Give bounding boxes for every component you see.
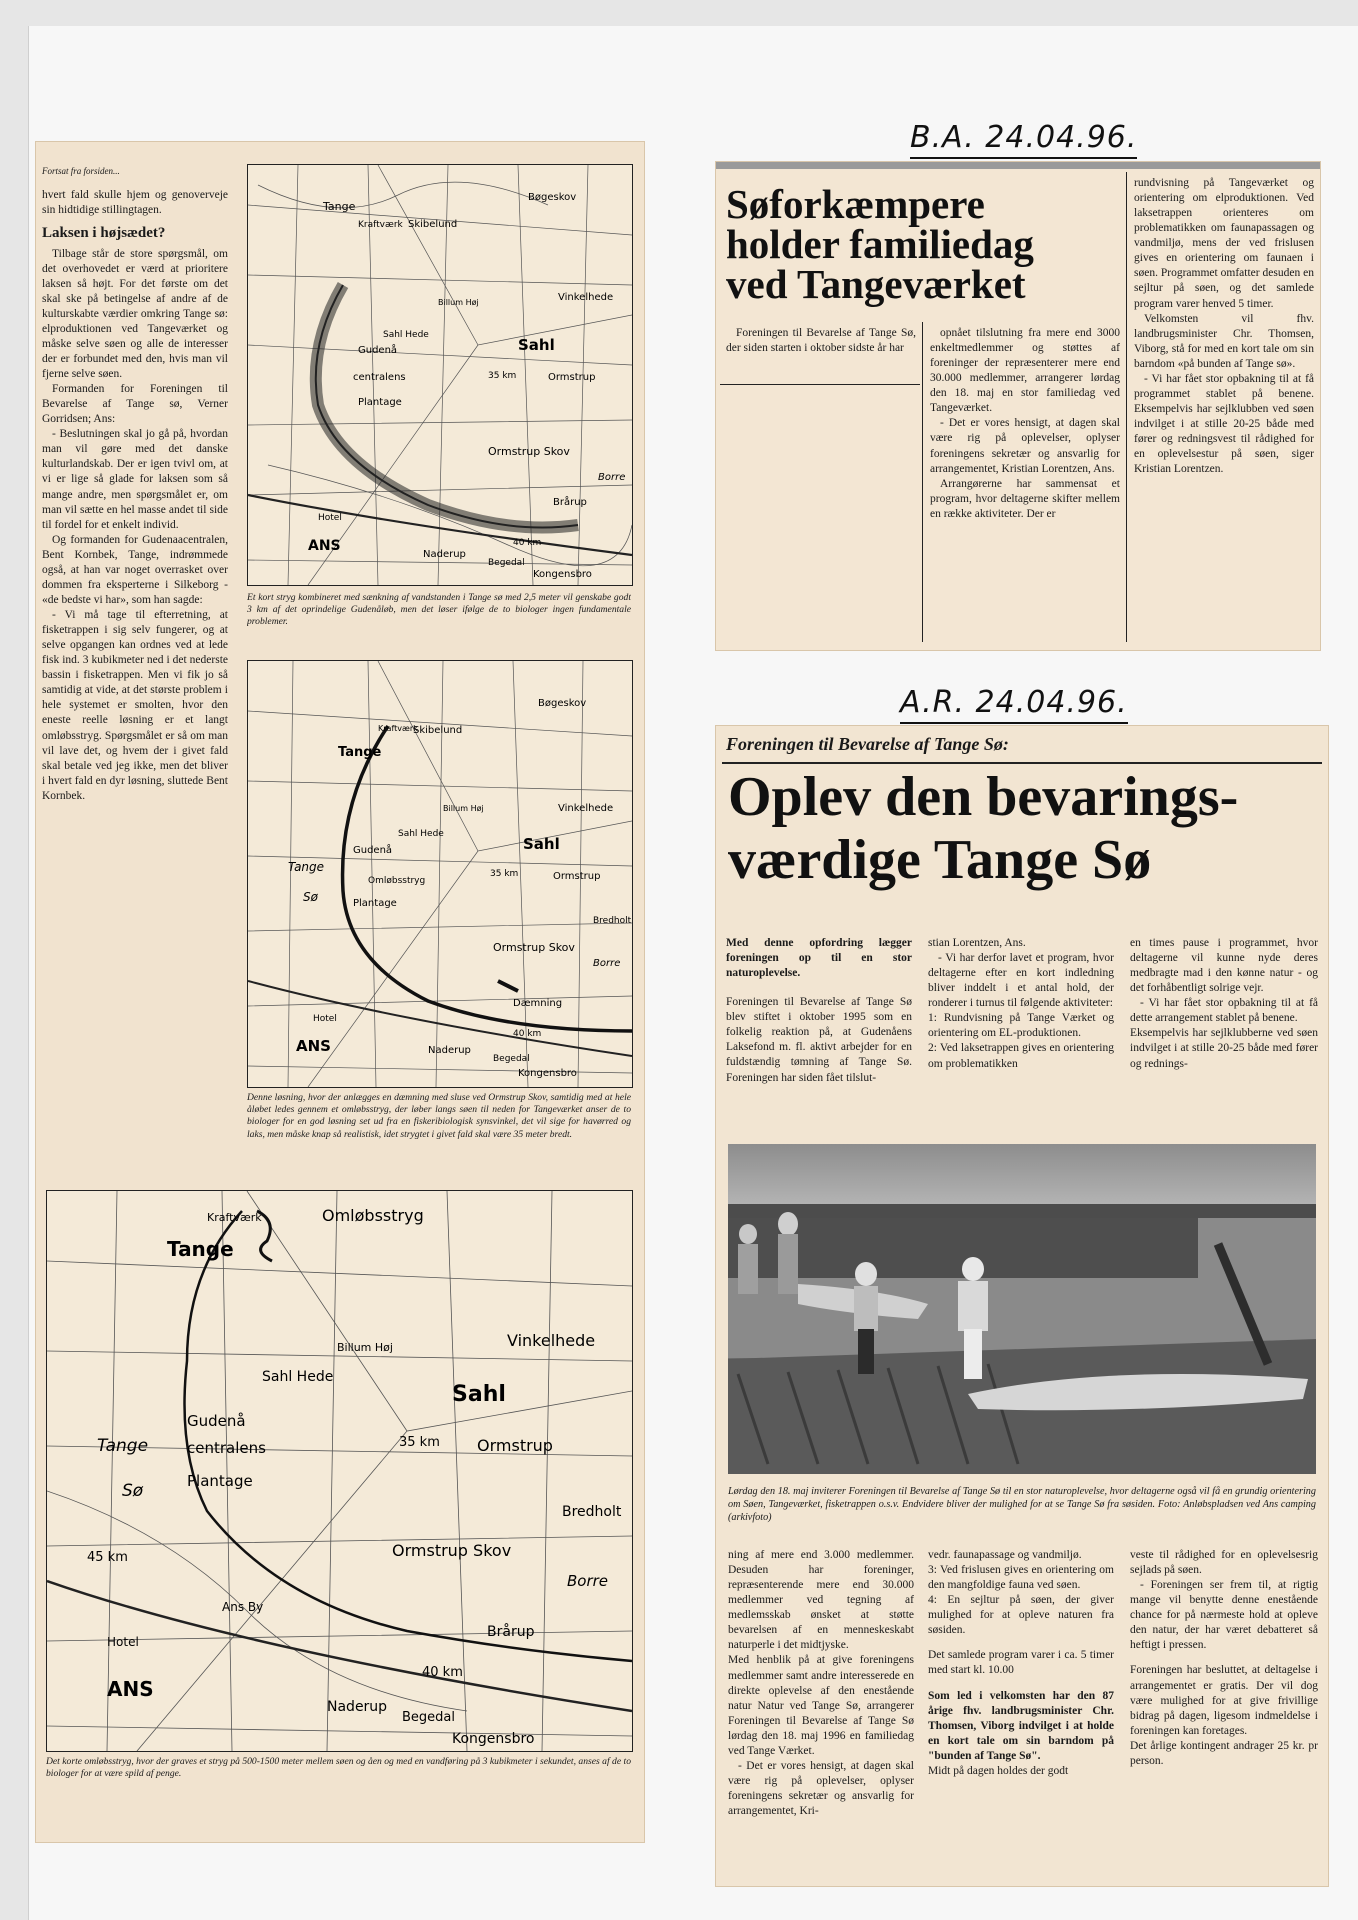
map1-label-skibelund: Skibelund xyxy=(408,219,458,230)
map1-label-ormstrup-skov: Ormstrup Skov xyxy=(488,445,570,458)
left-paragraph: - Beslutningen skal jo gå på, hvordan man vil gøre med det danske kulturlandskab. Der er igen tvivl om, at vi er lige så glade for laksen som så mange andre, men spørgsmålet er, om man vil sætte en hel masse andet til side til fordel for et enkelt individ. xyxy=(42,428,228,531)
ar-lead: Med denne opfordring lægger foreningen op til en stor naturoplevelse. xyxy=(726,937,912,980)
ba-top-rule xyxy=(716,162,1320,169)
ar-photo xyxy=(728,1144,1316,1474)
map3-label-braarup: Brårup xyxy=(487,1624,535,1640)
left-paragraph: Og formanden for Gudenaacentralen, Bent Kornbek, Tange, indrømmede også, at han var noget overrasket over dommen fra eksperterne i Silkeborg - «de bedste vi har», som han sagde: xyxy=(42,533,228,606)
ba-col-2-text: Arrangørerne har sammensat et program, hvor deltagerne skifter mellem en række aktiviteter. Der er xyxy=(930,477,1120,520)
map1-label-ans: ANS xyxy=(308,538,341,554)
map2-label-ormstrup: Ormstrup xyxy=(553,871,601,882)
ar-bottom-col-2-text: 4: En sejltur på søen, der giver mulighed for at opleve naturen fra søsiden. xyxy=(928,1594,1114,1637)
map-long-bypass xyxy=(46,1190,633,1752)
map3-label-sahl: Sahl xyxy=(452,1382,506,1407)
map2-label-ans: ANS xyxy=(296,1037,331,1055)
ar-bottom-col-2-bold: Som led i velkomsten har den 87 årige fhv. landbrugsminister Chr. Thomsen, Viborg indvilget i at holde en kort tale om sin barndom på "bunden af Tange Sø". xyxy=(928,1689,1114,1762)
map2-label-40km: 40 km xyxy=(513,1029,542,1039)
ar-kicker: Foreningen til Bevarelse af Tange Sø: xyxy=(726,734,1009,754)
map2-label-billum: Billum Høj xyxy=(443,804,484,813)
ar-col-2-text: - Vi har derfor lavet et program, hvor deltagerne efter en kort indledning bliver inddelt i et antal hold, der ronderer i turnus til følgende aktiviteter: xyxy=(928,952,1114,1010)
ba-col-1 xyxy=(726,326,916,376)
map-2-caption: Denne løsning, hvor der anlægges en dæmning med sluse ved Ormstrup Skov, samtidig med at hele åløbet ledes gennem et omløbsstryg, der løber langs søen til neden for Tangeværket anser de to biologer for en god løsning set ud fra en fiskeribiologisk synsvinkel, det vil sige for havørred og laks, men måske knap så realistisk, idet strygtet i givet fald skal være 35 meter bredt. xyxy=(247,1092,631,1140)
handwritten-date-ba: B.A. 24.04.96. xyxy=(910,120,1137,155)
ar-bottom-col-2-text: Midt på dagen holdes der godt xyxy=(928,1764,1069,1777)
map2-label-tange-so-1: Tange xyxy=(288,860,325,874)
map2-label-sahl-hede: Sahl Hede xyxy=(398,829,444,839)
map3-label-omlobsstryg: Omløbsstryg xyxy=(322,1206,424,1225)
map1-label-sahl-hede: Sahl Hede xyxy=(383,330,429,340)
map3-label-bredholt: Bredholt xyxy=(562,1504,622,1520)
map3-label-naderup: Naderup xyxy=(327,1699,388,1715)
map1-label-billum: Billum Høj xyxy=(438,298,479,307)
map3-label-plantage: Plantage xyxy=(187,1472,253,1490)
map1-label-bogeskov: Bøgeskov xyxy=(528,192,577,203)
ar-col-1-text: Foreningen til Bevarelse af Tange Sø blev stiftet i oktober 1995 som en folkelig reaktion på, at Gudenåens Laksefond m. fl. aktivt arbejder for en fuldstændig tømning af Tange Sø. Foreningen har siden fået tilslut- xyxy=(726,996,912,1084)
map2-label-vinkelhede: Vinkelhede xyxy=(558,803,614,814)
map1-label-tange: Tange xyxy=(323,200,356,213)
ba-headline xyxy=(726,181,1126,308)
map2-label-begedal: Begedal xyxy=(493,1054,530,1064)
map3-label-borre: Borre xyxy=(567,1572,609,1590)
ar-col-3-text: Eksempelvis har sejlklubberne ved søen indvilget i at stille 20-25 både med fører og rednings- xyxy=(1130,1027,1318,1070)
ba-col-3 xyxy=(1134,176,1314,646)
ar-bottom-col-3-text: Foreningen har besluttet, at deltagelse i arrangementet er gratis. Der vil dog være mulighed for at give frivillige bidrag på dagen, ligesom indmeldelse i foreningen kan foretages. xyxy=(1130,1664,1318,1737)
intro-paragraph: hvert fald skulle hjem og genoverveje sin hidtidige stillingtagen. xyxy=(42,188,228,216)
ar-bottom-col-2-text: 3: Ved frislusen gives en orientering om den mangfoldige fauna ved søen. xyxy=(928,1564,1114,1592)
map3-label-billum: Billum Høj xyxy=(337,1341,393,1354)
map2-label-gudena: Gudenå xyxy=(353,845,393,856)
map2-label-sahl: Sahl xyxy=(523,835,560,853)
left-paragraph: Formanden for Foreningen til Bevarelse af Tange sø, Verner Gorridsen; Ans: xyxy=(42,383,228,426)
map2-label-naderup: Naderup xyxy=(428,1045,471,1056)
map1-label-braarup: Brårup xyxy=(553,497,587,508)
map1-label-35km: 35 km xyxy=(488,371,517,381)
map-3-svg xyxy=(47,1191,632,1751)
map1-label-vinkelhede: Vinkelhede xyxy=(558,292,614,303)
map2-label-bogeskov: Bøgeskov xyxy=(538,698,587,709)
map2-label-daemning: Dæmning xyxy=(513,998,563,1009)
map1-label-gudena: Gudenå xyxy=(358,345,398,356)
continued-note: Fortsat fra forsiden... xyxy=(42,166,120,176)
handwritten-date-ar: A.R. 24.04.96. xyxy=(900,685,1128,720)
map3-label-gudena: Gudenå xyxy=(187,1412,246,1430)
ba-col-2-text: opnået tilslutning fra mere end 3000 enkeltmedlemmer og støttes af foreninger der repræsenterer mere end 30.000 medlemmer, arrangerer lørdag den 18. maj en stor familiedag ved Tangeværket. xyxy=(930,327,1120,415)
ar-bottom-col-1-text: - Det er vores hensigt, at dagen skal være rig på oplevelser, oplyser foreningens sekretær og ansvarlig for arrangementet, Kri- xyxy=(728,1759,914,1818)
map3-label-kongensbro: Kongensbro xyxy=(452,1731,535,1747)
map3-label-kraftvaerk: Kraftværk xyxy=(207,1211,262,1224)
ba-headline-line: holder familiedag xyxy=(726,221,1034,268)
map2-label-ormstrup-skov: Ormstrup Skov xyxy=(493,941,575,954)
map3-label-ormstrup: Ormstrup xyxy=(477,1436,553,1455)
ba-headline-line: ved Tangeværket xyxy=(726,261,1026,308)
ba-col-2 xyxy=(930,326,1120,644)
map1-label-40km: 40 km xyxy=(513,538,542,548)
map2-label-kongensbro: Kongensbro xyxy=(518,1068,577,1079)
ba-col-2-text: - Det er vores hensigt, at dagen skal være rig på oplevelser, oplyser foreningens sekretær og ansvarlig for arrangementet, Kristian Lorentzen, Ans. xyxy=(930,417,1120,475)
ar-photo-caption: Lørdag den 18. maj inviterer Foreningen til Bevarelse af Tange Sø til en stor naturoplevelse, hvor deltagerne også vil få en grundig orientering om Søen, Tangeværket, fisketrappen o.s.v. Endvidere bliver der mulighed for at se Tange Sø fra søsiden. Foto: Anløbspladsen ved Ans camping (arkivfoto) xyxy=(728,1486,1316,1523)
map1-label-kongensbro: Kongensbro xyxy=(533,569,592,580)
section-heading: Laksen i højsædet? xyxy=(42,224,166,241)
map3-label-centralens: centralens xyxy=(187,1439,266,1457)
ar-bottom-col-1-text: ning af mere end 3.000 medlemmer. Desuden har foreninger, repræsenterende mere end 30.000 medlemmer ved tegning af medlemsskab ønsket at støtte bevarelsen af en menneskeskabt naturperle i det midtjyske. xyxy=(728,1549,914,1652)
ar-headline-line: værdige Tange Sø xyxy=(728,828,1152,891)
map2-label-tange-so-2: Sø xyxy=(303,890,318,904)
map2-label-bredholt: Bredholt xyxy=(593,916,632,926)
ba-col-1-bottom-rule xyxy=(720,384,920,385)
map-2-svg xyxy=(248,661,632,1087)
ar-col-3-text: en times pause i programmet, hvor deltagerne vil kunne nyde deres medbragte mad i den kønne natur - og det forhåbentligt solrige vejr. xyxy=(1130,937,1318,995)
map2-label-skibelund: Skibelund xyxy=(413,725,463,736)
ar-col-3 xyxy=(1130,936,1318,1136)
map2-label-hotel: Hotel xyxy=(313,1014,337,1024)
map3-label-35km: 35 km xyxy=(399,1435,440,1450)
left-text-column xyxy=(42,166,228,1316)
ar-bottom-col-3-text: veste til rådighed for en oplevelsesrig sejlads på søen. xyxy=(1130,1549,1318,1577)
map3-label-ans-by: Ans By xyxy=(222,1600,264,1614)
map1-label-hotel: Hotel xyxy=(318,513,342,523)
ba-headline-line: Søforkæmpere xyxy=(726,181,985,227)
map3-label-sahl-hede: Sahl Hede xyxy=(262,1369,334,1385)
map2-label-borre: Borre xyxy=(593,958,621,969)
ar-col-2-text: stian Lorentzen, Ans. xyxy=(928,937,1026,949)
ar-headline xyxy=(728,766,1328,891)
ba-clipping xyxy=(716,162,1320,650)
ba-col-3-text: Velkomsten vil fhv. landbrugsminister Chr. Thomsen, Viborg, stå for med en kort tale om sin barndom «på bunden af Tange sø». xyxy=(1134,312,1314,370)
map1-label-centralens: centralens xyxy=(353,372,406,383)
map-short-stream xyxy=(247,164,633,586)
ar-clipping xyxy=(716,726,1328,1886)
map1-label-plantage: Plantage xyxy=(358,397,402,408)
map3-label-tange: Tange xyxy=(167,1237,234,1261)
map1-label-sahl: Sahl xyxy=(518,336,555,354)
ar-col-2-text: 1: Rundvisning på Tange Værket og orientering om EL-produktionen. xyxy=(928,1012,1114,1040)
map3-label-begedal: Begedal xyxy=(402,1710,455,1725)
ar-kicker-rule xyxy=(722,762,1322,764)
map3-label-40km: 40 km xyxy=(422,1665,463,1680)
ba-col-1-text: Foreningen til Bevarelse af Tange Sø, der siden starten i oktober sidste år har xyxy=(726,327,916,355)
ba-col-divider xyxy=(1126,172,1127,642)
ar-bottom-col-3-text: - Foreningen ser frem til, at rigtig mange vil benytte denne enestående chance for på nærmeste hold at opleve den natur, der har været debatteret så heftigt i pressen. xyxy=(1130,1579,1318,1652)
map2-label-35km: 35 km xyxy=(490,869,519,879)
ar-bottom-col-2-text: Det samlede program varer i ca. 5 timer med start kl. 10.00 xyxy=(928,1649,1114,1677)
map2-label-plantage: Plantage xyxy=(353,898,397,909)
ar-photo-svg xyxy=(728,1144,1316,1474)
map3-label-45km: 45 km xyxy=(87,1550,128,1565)
map3-label-tange-so-1: Tange xyxy=(97,1436,149,1456)
map3-label-tange-so-2: Sø xyxy=(122,1481,144,1501)
ar-col-2 xyxy=(928,936,1114,1136)
map-1-svg xyxy=(248,165,632,585)
ba-col-3-text: - Vi har fået stor opbakning til at få programmet stablet på benene. Eksempelvis har sejlklubben ved søen indvilget i at stille 20-25 både med fører og redningsvest til rådighed for en oplevelsestur på søen, siger Kristian Lorentzen. xyxy=(1134,372,1314,476)
left-clipping xyxy=(36,142,644,1842)
map3-label-ans: ANS xyxy=(107,1677,154,1701)
ar-col-2-text: 2: Ved laksetrappen gives en orientering om problematikken xyxy=(928,1042,1114,1070)
map-dam-bypass xyxy=(247,660,633,1088)
ar-bottom-col-1-text: Med henblik på at give foreningens medlemmer samt andre interesserede en direkte oplevelse af den enestående natur Natur ved Tange Sø, arrangerer Foreningen til Bevarelse af Tange Sø lørdag den 18. maj 1996 en familiedag ved Tange Værket. xyxy=(728,1654,914,1757)
ar-bottom-col-2-text: vedr. faunapassage og vandmiljø. xyxy=(928,1549,1082,1561)
map2-label-kraftvaerk: Kraftværk xyxy=(378,724,418,733)
map-1-caption: Et kort stryg kombineret med sænkning af vandstanden i Tange sø med 2,5 meter vil genskabe godt 3 km af det oprindelige Gudenåløb, men det løser ifølge de to biologer ingen fundamentale problemer. xyxy=(247,592,631,628)
ar-bottom-col-3 xyxy=(1130,1548,1318,1884)
ar-bottom-col-1 xyxy=(728,1548,914,1884)
map1-label-borre: Borre xyxy=(598,472,626,483)
map1-label-begedal: Begedal xyxy=(488,558,525,568)
ar-headline-line: Oplev den bevarings- xyxy=(728,766,1239,828)
ar-col-3-text: - Vi har fået stor opbakning til at få dette arrangement stablet på benene. xyxy=(1130,997,1318,1025)
map3-label-hotel: Hotel xyxy=(107,1635,139,1649)
left-paragraph: Tilbage står de store spørgsmål, om det overhovedet er værd at prioritere laksen så højt. For det første om det skal ske på betingelse af andre af de kulturskabte værdier omkring Tange sø: elproduktionen ved Tangeværket og måske selve søen og alle de interesser der er forbundet med den, hvis man vil fjerne selve søen. xyxy=(42,247,228,381)
ba-col-divider xyxy=(922,322,923,642)
ar-bottom-col-2 xyxy=(928,1548,1114,1884)
left-paragraph: - Vi må tage til efterretning, at fisketrappen i sig selv fungerer, og at selve opgangen kan ordnes ved at lede fisk ind. 3 kubikmeter ned i det nederste bassin i fisketrappen. Men vi fik jo så samtidig at vide, at det største problem i hele systemet er smolten, hvor den eneste reelle løsning er et langt omløbsstryg. Spørgsmålet er så om man vil lave det, og hvem der i givet fald skal betale ved jeg ikke, men det bliver i hvert fald en dyr løsning, sluttede Bent Kornbek. xyxy=(42,609,228,802)
map1-label-kraftvaerk: Kraftværk xyxy=(358,220,403,230)
ba-col-3-text: rundvisning på Tangeværket og orientering om elproduktionen. Ved laksetrappen orienteres om problematikken om faunapassagen og vandmiljø, mens der ved frislusen gives en orientering om faunaen i søen. Programmet omfatter desuden en sejltur på søen, og det samlede program varer henved 5 timer. xyxy=(1134,177,1314,310)
map2-label-tange: Tange xyxy=(338,745,382,760)
ar-col-1 xyxy=(726,936,912,1136)
map3-label-ormstrup-skov: Ormstrup Skov xyxy=(392,1541,512,1560)
map3-label-vinkelhede: Vinkelhede xyxy=(507,1331,596,1350)
map-3-caption: Det korte omløbsstryg, hvor der graves et stryg på 500-1500 meter mellem søen og åen og med en vandføring på 3 kubikmeter i sekundet, anses af de to biologer for at være spild af penge. xyxy=(46,1756,631,1780)
map2-label-omlobsstryg: Omløbsstryg xyxy=(368,876,426,886)
map1-label-ormstrup: Ormstrup xyxy=(548,372,596,383)
map1-label-naderup: Naderup xyxy=(423,549,466,560)
ar-bottom-col-3-text: Det årlige kontingent andrager 25 kr. pr person. xyxy=(1130,1739,1318,1767)
